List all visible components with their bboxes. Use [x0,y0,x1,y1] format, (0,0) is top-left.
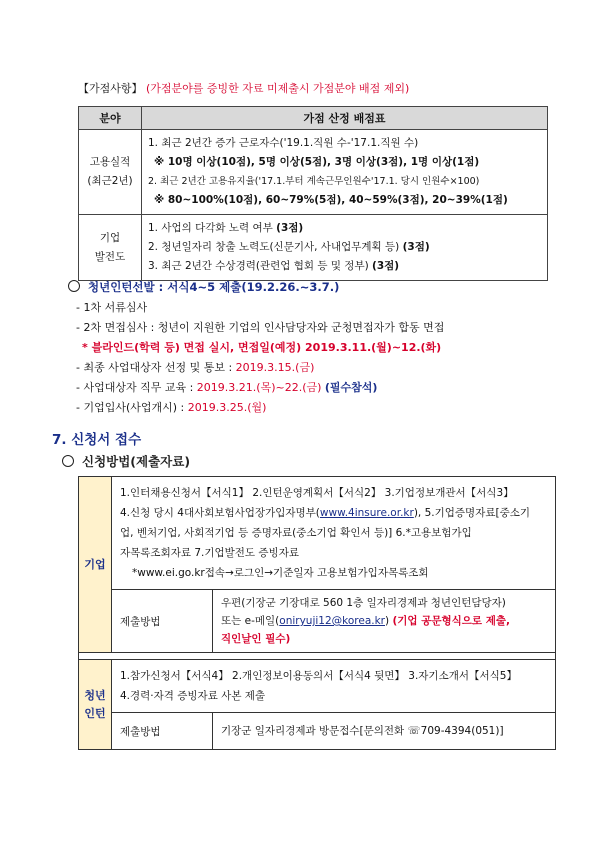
company-method-line-3: 직인날인 필수) [221,633,291,645]
section-7-title: 7. 신청서 접수 [52,432,142,448]
step-2-note: * 블라인드(학력 등) 면접 실시, 면접일(예정) 2019.3.11.(월)~12.(화) [82,341,442,354]
intern-line-2: 4.경력·자격 증빙자료 사본 제출 [120,690,266,702]
section-7-subtitle: 신청방법(제출자료) [62,452,190,470]
company-side-label: 기업 [79,477,112,653]
company-line-3: 업, 벤처기업, 사회적기업 등 증명자료(중소기업 확인서 등)] 6.*고용보험가입 [120,527,472,539]
employment-category [79,130,142,215]
emp-line-4: ※ 80~100%(10점), 60~79%(5점), 40~59%(3점), 20~39%(1점) [154,194,508,206]
company-method-line-2: 또는 e-메일(oniryuji12@korea.kr) (기업 공문형식으로 제출, [221,615,510,627]
bonus-note: (가점분야를 증빙한 자료 미제출시 가점분야 배점 제외) [146,82,410,95]
company-line-5: *www.ei.go.kr접속→로그인→기준일자 고용보험가입자목록조회 [132,567,429,579]
company-line-1: 1.인터채용신청서【서식1】 2.인턴운영계획서【서식2】 3.기업정보개관서【서식3】 [120,487,514,499]
employment-cat-label: 고용실적 [89,156,131,168]
intern-method: 기장군 일자리경제과 방문접수[문의전화 ☏709-4394(051)] [213,713,556,750]
step-3: - 최종 사업대상자 선정 및 통보 : 2019.3.15.(금) [76,361,315,374]
dev-cat-sub: 발전도 [94,250,126,263]
development-row [79,215,548,281]
dev-line-1: 1. 사업의 다각화 노력 여부 (3점) [148,222,304,234]
insure-link[interactable]: www.4insure.or.kr [319,507,414,519]
step-4: - 사업대상자 직무 교육 : 2019.3.21.(목)~22.(금) (필수참석) [76,381,378,394]
step-2: - 2차 면접심사 : 청년이 지원한 기업의 인사담당자와 군청면접자가 합동 면접 [76,321,445,334]
bonus-label: 【가점사항】 [78,82,143,95]
emp-line-3: 2. 최근 2년간 고용유지율('17.1.부터 계속근무인원수'17.1. 당시 인원수×100) [148,176,480,187]
dev-line-3: 3. 최근 2년간 수상경력(관련업 협회 등 및 정부) (3점) [148,260,400,272]
youth-selection-period: (19.2.26.~3.7.) [241,280,340,294]
intern-method-label: 제출방법 [112,713,213,750]
bonus-heading [78,80,409,96]
company-method-label: 제출방법 [112,590,213,653]
submission-table [78,476,556,750]
company-docs [112,477,556,590]
development-category [79,215,142,281]
emp-line-1: 1. 최근 2년간 증가 근로자수('19.1.직원 수-'17.1.직원 수) [148,137,419,149]
company-line-2: 4.신청 당시 4대사회보험사업장가입자명부(www.4insure.or.kr), 5.기업증명자료[중소기 [120,507,531,519]
email-link[interactable]: oniryuji12@korea.kr [279,615,385,627]
circle-bullet-icon [62,455,74,467]
company-method-row [79,590,556,653]
dev-line-2: 2. 청년일자리 창출 노력도(신문기사, 사내업무계획 등) (3점) [148,241,430,253]
header-area: 분야 [79,107,142,130]
selection-steps [76,298,444,418]
employment-criteria [142,130,548,215]
intern-side-label: 청년 인턴 [79,660,112,750]
youth-selection-heading [68,279,339,295]
company-docs-row [79,477,556,590]
intern-line-1: 1.참가신청서【서식4】 2.개인정보이용동의서【서식4 뒷면】 3.자기소개서【서식5】 [120,670,517,682]
development-criteria [142,215,548,281]
header-score: 가점 산정 배점표 [142,107,548,130]
employment-cat-sub: (최근2년) [87,175,133,187]
circle-bullet-icon [68,280,80,292]
emp-line-2: ※ 10명 이상(10점), 5명 이상(5점), 3명 이상(3점), 1명 이상(1점) [154,156,480,168]
company-method-line-1: 우편(기장군 기장대로 560 1층 일자리경제과 청년인턴담당자) [221,597,506,609]
bonus-score-table [78,106,548,281]
intern-method-row [79,713,556,750]
step-5: - 기업입사(사업개시) : 2019.3.25.(월) [76,401,267,414]
step-1: - 1차 서류심사 [76,301,148,314]
youth-selection-title: 청년인턴선발 : 서식4~5 제출 [88,280,242,294]
bonus-table-header [79,107,548,130]
dev-cat-label: 기업 [99,231,121,244]
company-line-4: 자목록조회자료 7.기업발전도 증빙자료 [120,547,299,559]
intern-docs [112,660,556,713]
intern-docs-row [79,660,556,713]
table-gap [79,653,556,660]
employment-row [79,130,548,215]
company-method [213,590,556,653]
